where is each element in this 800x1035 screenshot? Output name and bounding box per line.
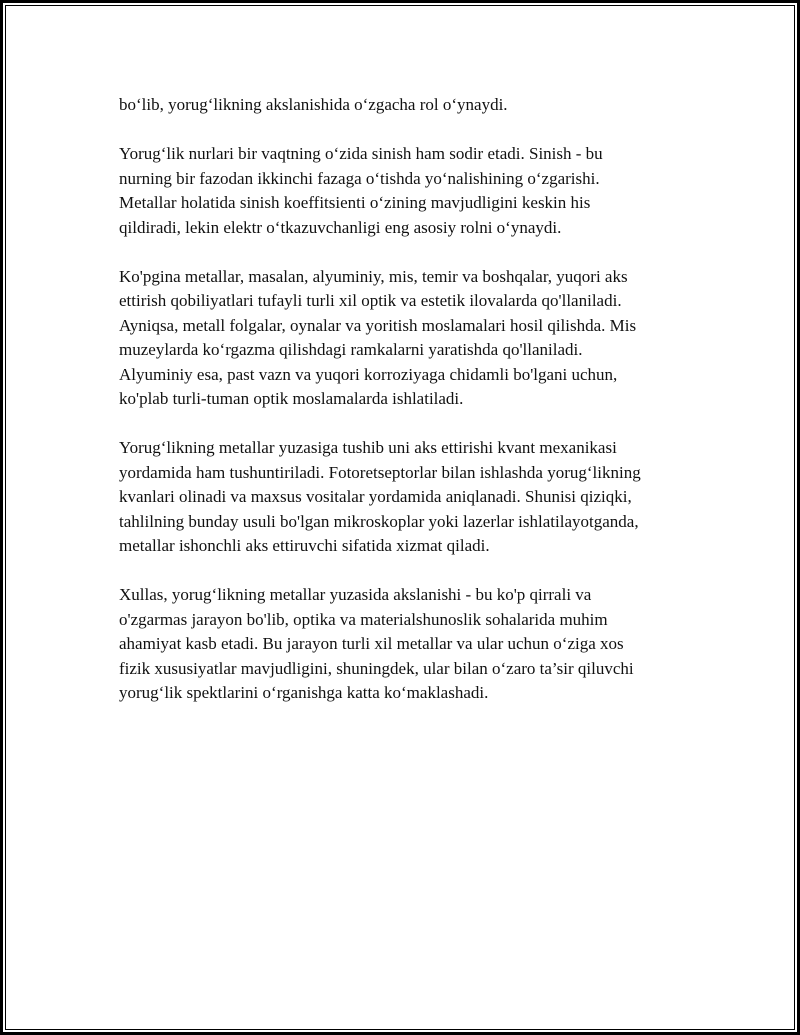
text-line: metallar ishonchli aks ettiruvchi sifatida xizmat qiladi. [119,536,490,555]
text-line: kvanlari olinadi va maxsus vositalar yordamida aniqlanadi. Shunisi qiziqki, [119,487,632,506]
text-line: tahlilning bunday usuli bo'lgan mikroskoplar yoki lazerlar ishlatilayotganda, [119,511,639,531]
text-line: Yorug‘lik nurlari bir vaqtning o‘zida sinish ham sodir etadi. Sinish - bu [119,144,603,163]
text-line: fizik xususiyatlar mavjudligini, shuningdek, ular bilan o‘zaro ta’sir qiluvchi [119,658,634,678]
text-line: qildiradi, lekin elektr o‘tkazuvchanligi eng asosiy rolni o‘ynaydi. [119,217,562,237]
text-line: ahamiyat kasb etadi. Bu jarayon turli xil metallar va ular uchun o‘ziga xos [119,634,624,653]
paragraph-5 [119,583,699,706]
text-line: Xullas, yorug‘likning metallar yuzasida akslanishi - bu ko'p qirrali va [119,585,592,604]
paragraph-4 [119,436,699,559]
text-line: Alyuminiy esa, past vazn va yuqori korroziyaga chidamli bo'lgani uchun, [119,364,618,384]
text-line: Yorug‘likning metallar yuzasiga tushib uni aks ettirishi kvant mexanikasi [119,438,617,457]
text-line: yorug‘lik spektlarini o‘rganishga katta ko‘maklashadi. [119,683,489,702]
text-line: yordamida ham tushuntiriladi. Fotoretseptorlar bilan ishlashda yorug‘likning [119,462,641,482]
text-line: ko'plab turli-tuman optik moslamalarda ishlatiladi. [119,389,464,408]
text-line: bo‘lib, yorug‘likning akslanishida o‘zgacha rol o‘ynaydi. [119,95,508,114]
paragraph-1 [119,93,699,118]
paragraph-2 [119,142,699,240]
text-line: Metallar holatida sinish koeffitsienti o‘zining mavjudligini keskin his [119,193,591,212]
text-line: Ayniqsa, metall folgalar, oynalar va yoritish moslamalari hosil qilishda. Mis [119,315,637,335]
text-line: Ko'pgina metallar, masalan, alyuminiy, mis, temir va boshqalar, yuqori aks [119,266,628,286]
text-line: o'zgarmas jarayon bo'lib, optika va materialshunoslik sohalarida muhim [119,609,608,629]
text-line: muzeylarda ko‘rgazma qilishdagi ramkalarni yaratishda qo'llaniladi. [119,340,583,359]
text-line: ettirish qobiliyatlari tufayli turli xil optik va estetik ilovalarda qo'llaniladi. [119,291,622,310]
document-body [119,93,699,730]
text-line: nurning bir fazodan ikkinchi fazaga o‘tishda yo‘nalishining o‘zgarishi. [119,168,600,188]
paragraph-3 [119,265,699,412]
